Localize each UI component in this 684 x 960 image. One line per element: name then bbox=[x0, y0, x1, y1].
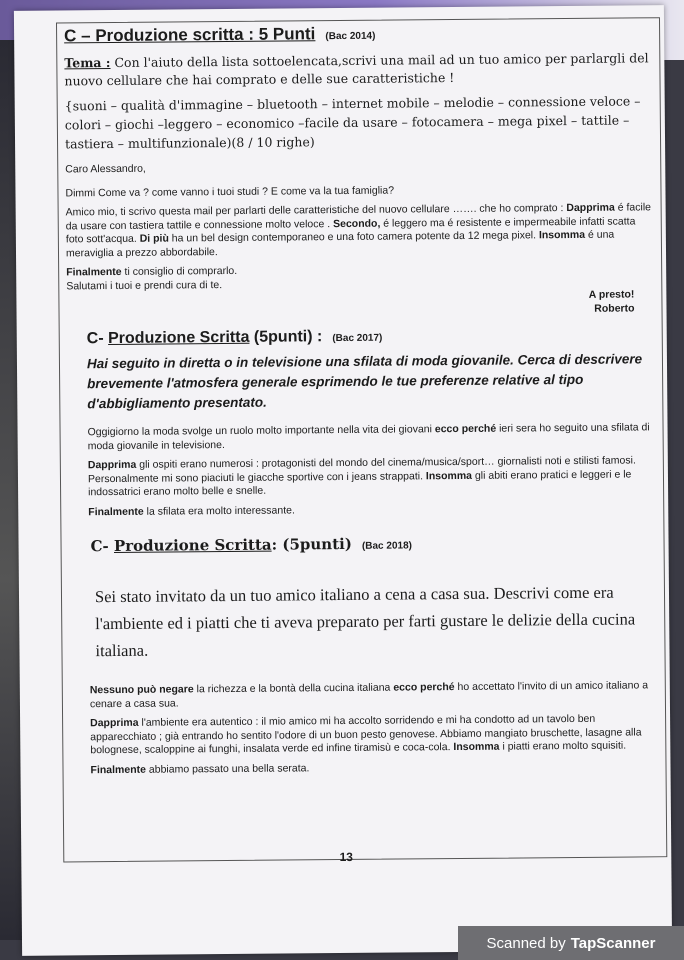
section1-title: C – Produzione scritta : 5 Punti (Bac 2014) bbox=[64, 24, 376, 46]
section1-paragraph1: Amico mio, ti scrivo questa mail per parlarti delle caratteristiche del nuovo cellulare ……. che ho comprato : Dapprima é facile da usare con tastiera tattile e connessione molto veloce . Secondo, é leggero ma é resistente e impermeabile infatti scatta foto sott'acqua. Di più ha un bel design contemporaneo e una foto camera potente da 12 mega pixel. Insomma é una meraviglia a prezzo abbordabile. bbox=[65, 201, 652, 259]
section1-greeting: Caro Alessandro, bbox=[65, 162, 146, 176]
section3-paragraph3: Finalmente abbiamo passato una bella serata. bbox=[90, 761, 310, 776]
scanner-watermark: Scanned by TapScanner bbox=[458, 926, 684, 960]
section1-word-list: {suoni – qualità d'immagine – bluetooth – internet mobile – melodie – connessione veloce – colori – giochi –leggero – economico –facile da usare – fotocamera – mega pixel – tattile –tastiera – multifunzionale)(8 / 10 righe) bbox=[64, 93, 641, 152]
section2-prompt: Hai seguito in diretta o in televisione una sfilata di moda giovanile. Cerca di descrivere brevemente l'atmosfera generale esprimendo le tue preferenze relative al tipo d'abbigliamento presentato. bbox=[86, 351, 643, 412]
section2-paragraph2: Dapprima gli ospiti erano numerosi : protagonisti del mondo del cinema/musica/sport… giornalisti noti e stilisti famosi. Personalmente mi sono piaciuti le giacche sportive con i jeans strappati. Insomma gli abiti erano pratici e leggeri e le indossatrici erano molto belle e snelle. bbox=[87, 454, 636, 499]
section1-tema: Tema : Con l'aiuto della lista sottoelencata,scrivi una mail ad un tuo amico per parlargli del nuovo cellulare che hai comprato e delle sue caratteristiche ! bbox=[64, 50, 649, 89]
page-content bbox=[64, 21, 661, 783]
section2-paragraph3: Finalmente la sfilata era molto interessante. bbox=[88, 503, 295, 518]
section3-paragraph1: Nessuno può negare la richezza e la bontà della cucina italiana ecco perché ho accettato l'invito di un amico italiano a cenare a casa sua. bbox=[89, 679, 649, 710]
section3-prompt: Sei stato invitato da un tuo amico italiano a cena a casa sua. Descrivi come era l'ambiente ed i piatti che ti aveva preparato per farti gustare le delizie della cucina italiana. bbox=[94, 582, 636, 661]
section3-title: C- Produzione Scritta: (5punti) (Bac 2018) bbox=[90, 534, 412, 556]
section1-paragraph2: Finalmente ti consiglio di comprarlo. Salutami i tuoi e prendi cura di te. bbox=[66, 264, 238, 292]
section1-line1: Dimmi Come va ? come vanno i tuoi studi ? E come va la tua famiglia? bbox=[65, 184, 395, 199]
scanned-page bbox=[14, 5, 672, 956]
section3-paragraph2: Dapprima l'ambiente era autentico : il mio amico mi ha accolto sorridendo e mi ha condotto ad un tavolo ben apparecchiato ; già entrando ho sentito l'odore di un buon pesto genovese. Abbiamo mangiato bruschette, lasagne alla bolognese, scaloppine ai funghi, insalata verde ed infine tiramisù e coca-cola. Insomma i piatti erano molto squisiti. bbox=[90, 712, 642, 757]
section2-title: C- Produzione Scritta (5punti) : (Bac 2017) bbox=[86, 328, 383, 348]
page-number: 13 bbox=[339, 849, 354, 865]
section2-paragraph1: Oggigiorno la moda svolge un ruolo molto importante nella vita dei giovani ecco perché ieri sera ho seguito una sfilata di moda giovanile in televisione. bbox=[87, 421, 650, 452]
section1-signature: A presto! Roberto bbox=[588, 288, 635, 315]
